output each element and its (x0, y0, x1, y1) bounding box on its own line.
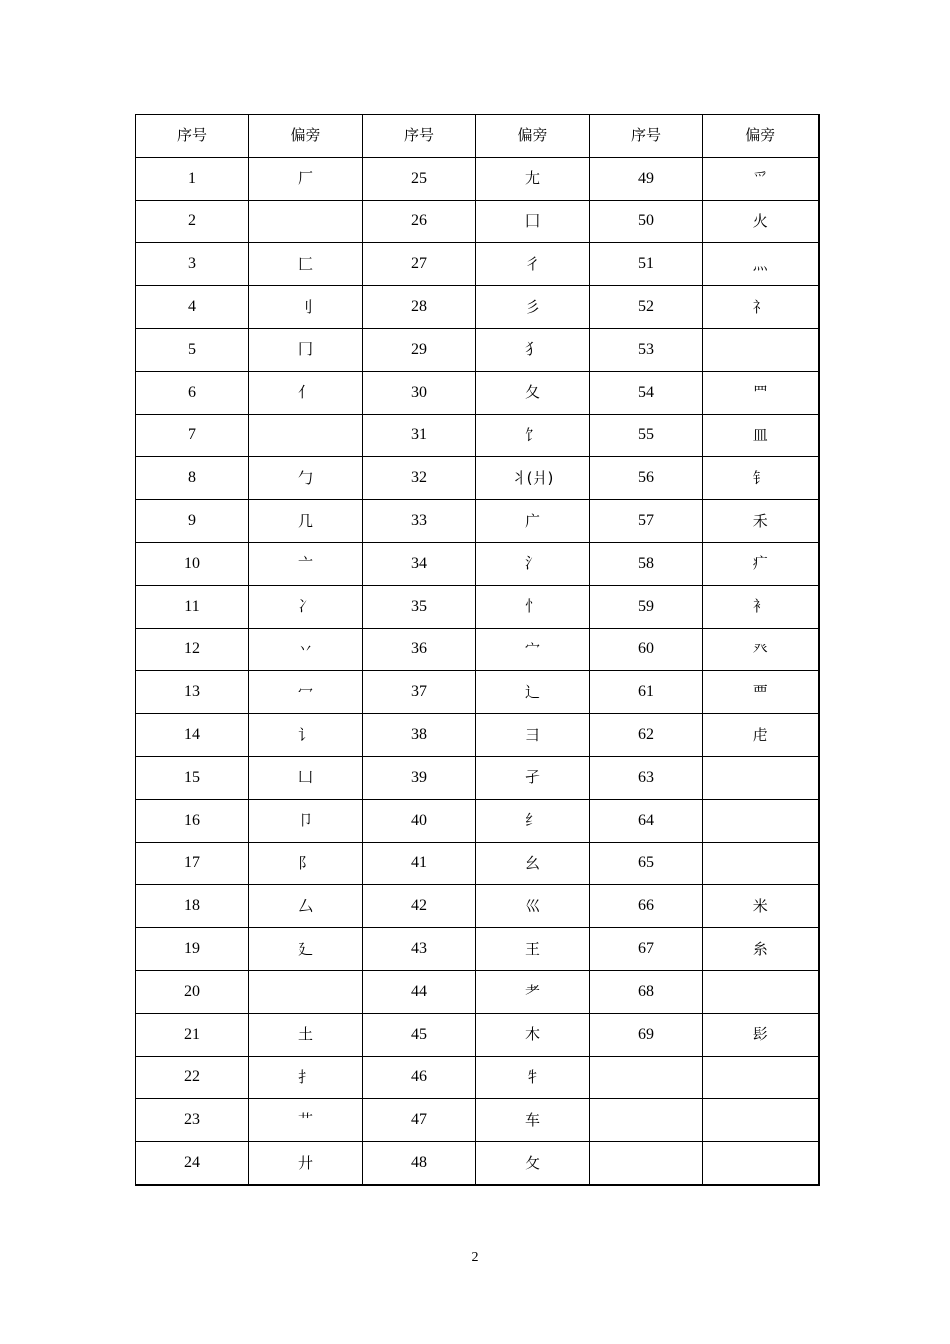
radical-cell: 糸 (703, 928, 819, 971)
radical-table (135, 114, 820, 1186)
radical-cell: 米 (703, 885, 819, 928)
table-row (136, 885, 819, 928)
radical-cell: 爫 (703, 157, 819, 200)
radical-cell: 覀 (703, 671, 819, 714)
number-cell: 45 (363, 1013, 476, 1056)
number-cell: 36 (363, 628, 476, 671)
number-cell: 29 (363, 328, 476, 371)
table-row (136, 328, 819, 371)
number-cell: 52 (590, 286, 703, 329)
radical-cell: 王 (476, 928, 590, 971)
table-row (136, 286, 819, 329)
radical-cell: 阝 (249, 842, 363, 885)
number-cell: 27 (363, 243, 476, 286)
number-cell: 55 (590, 414, 703, 457)
number-cell: 10 (136, 542, 249, 585)
header-number-2: 序号 (363, 115, 476, 158)
number-cell: 38 (363, 714, 476, 757)
radical-cell: 牜 (476, 1056, 590, 1099)
table-body (136, 157, 819, 1185)
number-cell: 63 (590, 756, 703, 799)
radical-cell: 宀 (476, 628, 590, 671)
radical-cell (703, 842, 819, 885)
radical-cell: 丬(爿) (476, 457, 590, 500)
radical-cell: 彐 (476, 714, 590, 757)
table-row (136, 542, 819, 585)
number-cell: 4 (136, 286, 249, 329)
number-cell: 3 (136, 243, 249, 286)
radical-cell: 彡 (476, 286, 590, 329)
number-cell: 9 (136, 500, 249, 543)
number-cell: 23 (136, 1099, 249, 1142)
table-row (136, 1099, 819, 1142)
radical-cell: 亻 (249, 371, 363, 414)
radical-cell: 扌 (249, 1056, 363, 1099)
number-cell: 37 (363, 671, 476, 714)
number-cell: 12 (136, 628, 249, 671)
number-cell: 61 (590, 671, 703, 714)
number-cell: 25 (363, 157, 476, 200)
radical-cell (703, 1142, 819, 1185)
number-cell: 6 (136, 371, 249, 414)
number-cell (590, 1099, 703, 1142)
radical-cell: 饣 (476, 414, 590, 457)
number-cell: 40 (363, 799, 476, 842)
radical-cell: 虍 (703, 714, 819, 757)
radical-cell: 卩 (249, 799, 363, 842)
radical-cell: 罒 (703, 371, 819, 414)
number-cell: 48 (363, 1142, 476, 1185)
radical-cell: 孑 (476, 756, 590, 799)
radical-cell: 攵 (476, 1142, 590, 1185)
number-cell: 32 (363, 457, 476, 500)
radical-cell: 勹 (249, 457, 363, 500)
radical-cell: 钅 (703, 457, 819, 500)
number-cell (590, 1142, 703, 1185)
table-row (136, 157, 819, 200)
radical-cell: 冂 (249, 328, 363, 371)
page-number: 2 (471, 1250, 479, 1265)
number-cell: 50 (590, 200, 703, 243)
number-cell: 8 (136, 457, 249, 500)
number-cell: 39 (363, 756, 476, 799)
table-row (136, 457, 819, 500)
number-cell: 56 (590, 457, 703, 500)
radical-cell: 艹 (249, 1099, 363, 1142)
number-cell: 34 (363, 542, 476, 585)
number-cell: 28 (363, 286, 476, 329)
radical-cell: 讠 (249, 714, 363, 757)
table-row (136, 799, 819, 842)
radical-cell: 巛 (476, 885, 590, 928)
number-cell: 20 (136, 970, 249, 1013)
number-cell: 13 (136, 671, 249, 714)
radical-cell (703, 1056, 819, 1099)
number-cell: 30 (363, 371, 476, 414)
radical-cell: 廾 (249, 1142, 363, 1185)
radical-cell (249, 200, 363, 243)
header-radical-1: 偏旁 (249, 115, 363, 158)
table-row (136, 500, 819, 543)
radical-cell (703, 799, 819, 842)
radical-cell (249, 970, 363, 1013)
radical-cell: 丷 (249, 628, 363, 671)
radical-cell: 几 (249, 500, 363, 543)
radical-cell: 犭 (476, 328, 590, 371)
number-cell: 59 (590, 585, 703, 628)
number-cell: 21 (136, 1013, 249, 1056)
radical-cell: 厶 (249, 885, 363, 928)
number-cell: 24 (136, 1142, 249, 1185)
number-cell: 17 (136, 842, 249, 885)
table-row (136, 1056, 819, 1099)
radical-cell: 衤 (703, 585, 819, 628)
radical-cell: 匚 (249, 243, 363, 286)
table-row (136, 714, 819, 757)
table-row (136, 1142, 819, 1185)
number-cell: 7 (136, 414, 249, 457)
table-row (136, 1013, 819, 1056)
number-cell: 22 (136, 1056, 249, 1099)
radical-cell: 幺 (476, 842, 590, 885)
radical-cell (703, 1099, 819, 1142)
number-cell: 64 (590, 799, 703, 842)
number-cell: 15 (136, 756, 249, 799)
number-cell: 47 (363, 1099, 476, 1142)
number-cell: 57 (590, 500, 703, 543)
radical-cell: 耂 (476, 970, 590, 1013)
number-cell: 62 (590, 714, 703, 757)
number-cell: 66 (590, 885, 703, 928)
number-cell: 68 (590, 970, 703, 1013)
radical-cell: 冖 (249, 671, 363, 714)
radical-cell: 氵 (476, 542, 590, 585)
radical-cell: 纟 (476, 799, 590, 842)
number-cell: 67 (590, 928, 703, 971)
radical-cell (703, 328, 819, 371)
radical-cell (249, 414, 363, 457)
radical-cell: 髟 (703, 1013, 819, 1056)
number-cell: 5 (136, 328, 249, 371)
radical-cell: 囗 (476, 200, 590, 243)
number-cell: 35 (363, 585, 476, 628)
table-row (136, 371, 819, 414)
radical-cell: 灬 (703, 243, 819, 286)
radical-cell: 厂 (249, 157, 363, 200)
number-cell: 19 (136, 928, 249, 971)
number-cell: 14 (136, 714, 249, 757)
radical-cell: 广 (476, 500, 590, 543)
number-cell: 26 (363, 200, 476, 243)
radical-cell: 凵 (249, 756, 363, 799)
number-cell: 1 (136, 157, 249, 200)
radical-cell (703, 756, 819, 799)
radical-cell: 廴 (249, 928, 363, 971)
radical-cell: 车 (476, 1099, 590, 1142)
number-cell: 41 (363, 842, 476, 885)
radical-cell: 辶 (476, 671, 590, 714)
radical-cell: 禾 (703, 500, 819, 543)
radical-cell: 彳 (476, 243, 590, 286)
table-row (136, 628, 819, 671)
number-cell (590, 1056, 703, 1099)
radical-cell: 礻 (703, 286, 819, 329)
radical-cell: 尢 (476, 157, 590, 200)
number-cell: 53 (590, 328, 703, 371)
number-cell: 49 (590, 157, 703, 200)
table-row (136, 585, 819, 628)
table-row (136, 243, 819, 286)
number-cell: 42 (363, 885, 476, 928)
number-cell: 69 (590, 1013, 703, 1056)
table-row (136, 671, 819, 714)
number-cell: 58 (590, 542, 703, 585)
radical-cell: 亠 (249, 542, 363, 585)
radical-cell: 火 (703, 200, 819, 243)
number-cell: 60 (590, 628, 703, 671)
number-cell: 54 (590, 371, 703, 414)
radical-cell: 皿 (703, 414, 819, 457)
radical-cell (703, 970, 819, 1013)
number-cell: 51 (590, 243, 703, 286)
radical-cell: 癶 (703, 628, 819, 671)
number-cell: 16 (136, 799, 249, 842)
number-cell: 11 (136, 585, 249, 628)
radical-cell: 木 (476, 1013, 590, 1056)
table-row (136, 200, 819, 243)
table-row (136, 842, 819, 885)
header-radical-2: 偏旁 (476, 115, 590, 158)
radical-cell: 夂 (476, 371, 590, 414)
number-cell: 2 (136, 200, 249, 243)
radical-cell: 刂 (249, 286, 363, 329)
number-cell: 65 (590, 842, 703, 885)
radical-cell: 疒 (703, 542, 819, 585)
table-row (136, 928, 819, 971)
table-row (136, 970, 819, 1013)
radical-cell: 土 (249, 1013, 363, 1056)
table-row (136, 414, 819, 457)
number-cell: 44 (363, 970, 476, 1013)
radical-cell: 冫 (249, 585, 363, 628)
header-number-3: 序号 (590, 115, 703, 158)
number-cell: 43 (363, 928, 476, 971)
number-cell: 18 (136, 885, 249, 928)
number-cell: 46 (363, 1056, 476, 1099)
header-radical-3: 偏旁 (703, 115, 819, 158)
table-row (136, 756, 819, 799)
radical-cell: 忄 (476, 585, 590, 628)
number-cell: 31 (363, 414, 476, 457)
table-header-row (136, 115, 819, 158)
number-cell: 33 (363, 500, 476, 543)
header-number-1: 序号 (136, 115, 249, 158)
